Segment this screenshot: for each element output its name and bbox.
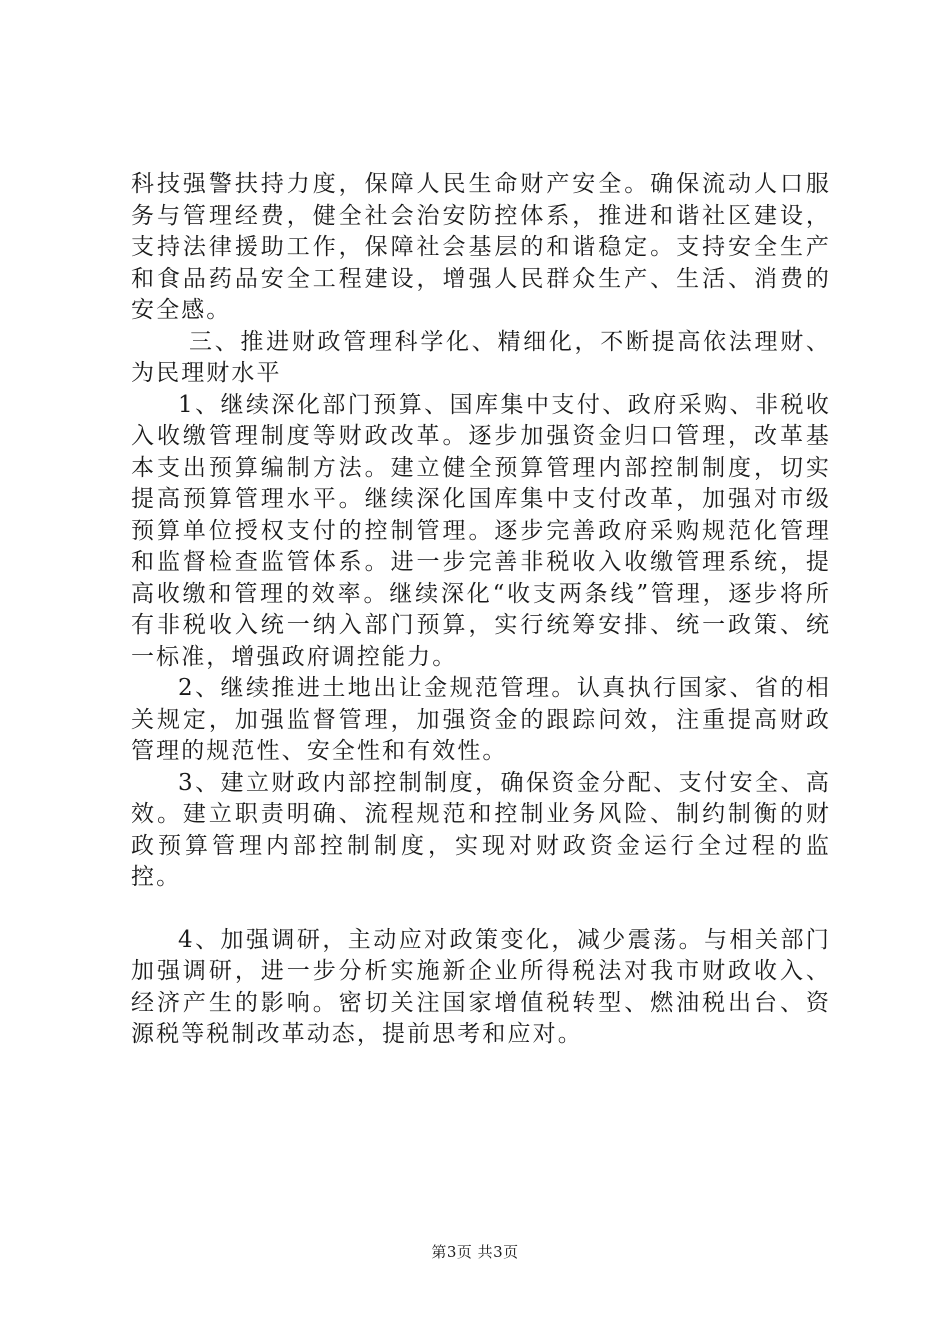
paragraph-item-1: 1、继续深化部门预算、国库集中支付、政府采购、非税收入收缴管理制度等财政改革。逐步加强资金归口管理，改革基本支出预算编制方法。建立健全预算管理内部控制制度，切实提高预算管理水平。继续深化国库集中支付改革，加强对市级预算单位授权支付的控制管理。逐步完善政府采购规范化管理和监督检查监管体系。进一步完善非税收入收缴管理系统，提高收缴和管理的效率。继续深化“收支两条线”管理，逐步将所有非税收入统一纳入部门预算，实行统筹安排、统一政策、统一标准，增强政府调控能力。 [131,391,831,670]
page-footer: 第3页 共3页 [431,1243,519,1261]
section-heading: 三、推进财政管理科学化、精细化，不断提高依法理财、为民理财水平 [131,328,831,386]
paragraph-item-3: 3、建立财政内部控制制度，确保资金分配、支付安全、高效。建立职责明确、流程规范和控制业务风险、制约制衡的财政预算管理内部控制制度，实现对财政资金运行全过程的监控。 [131,769,831,890]
document-body [131,169,831,1051]
paragraph-continuation: 科技强警扶持力度，保障人民生命财产安全。确保流动人口服务与管理经费，健全社会治安防控体系，推进和谐社区建设，支持法律援助工作，保障社会基层的和谐稳定。支持安全生产和食品药品安全工程建设，增强人民群众生产、生活、消费的安全感。 [131,171,831,323]
paragraph-item-4: 4、加强调研，主动应对政策变化，减少震荡。与相关部门加强调研，进一步分析实施新企业所得税法对我市财政收入、经济产生的影响。密切关注国家增值税转型、燃油税出台、资源税等税制改革动态，提前思考和应对。 [131,926,831,1047]
paragraph-item-2: 2、继续推进土地出让金规范管理。认真执行国家、省的相关规定，加强监督管理，加强资金的跟踪问效，注重提高财政管理的规范性、安全性和有效性。 [131,675,831,764]
